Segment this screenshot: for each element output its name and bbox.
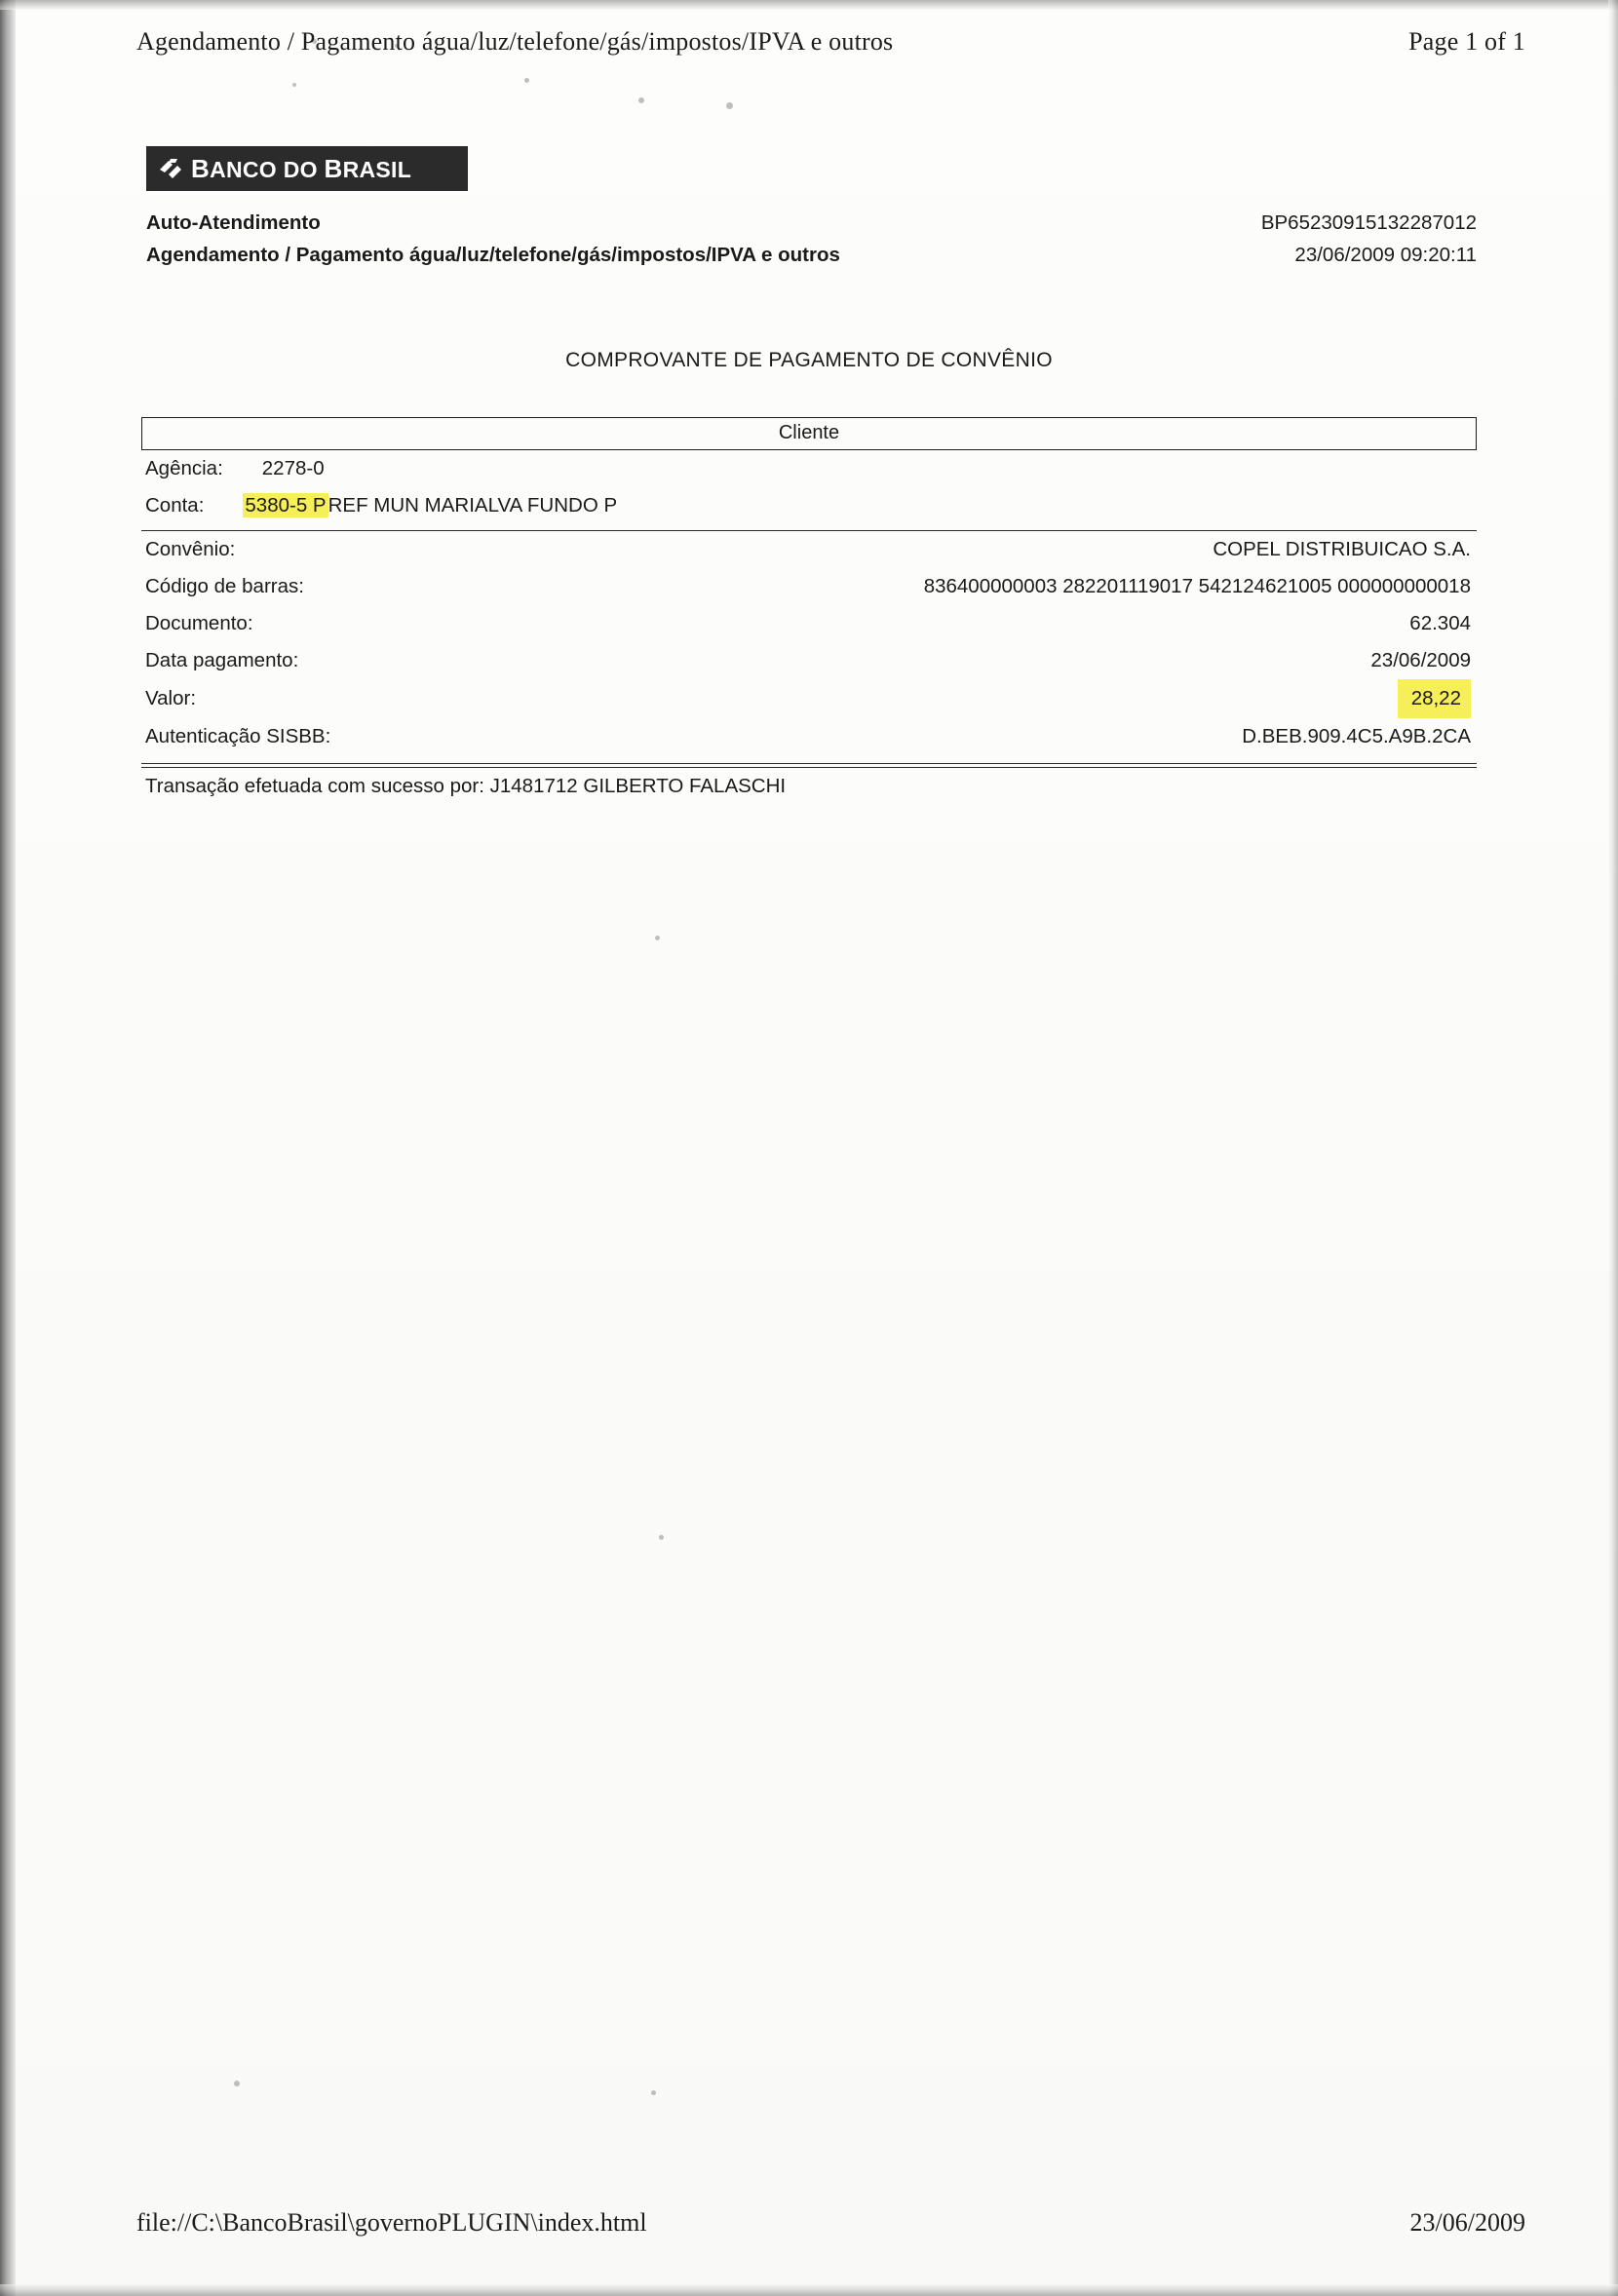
section-header-cliente: Cliente [141,417,1477,450]
bb-logo-letter-b1: B [191,153,211,183]
field-codigo-barras [141,568,1477,605]
transaction-note: Transação efetuada com sucesso por: J1481712 GILBERTO FALASCHI [145,775,787,797]
conta-number-highlight: 5380-5 P [245,494,327,517]
browser-footer-date: 23/06/2009 [1409,2208,1525,2237]
data-pagamento-label: Data pagamento: [145,649,299,671]
page-title: COMPROVANTE DE PAGAMENTO DE CONVÊNIO [565,349,1053,371]
transaction-datetime: 23/06/2009 09:20:11 [1294,244,1477,266]
scan-edge-top [0,0,1618,10]
bb-logo-word-anco-do: ANCO DO [210,156,325,182]
documento-value: 62.304 [1409,612,1471,634]
convenio-label: Convênio: [145,538,236,560]
field-conta [141,487,1477,524]
agencia-value: 2278-0 [261,457,325,479]
agencia-label: Agência: [145,457,223,479]
field-data-pagamento [141,642,1477,679]
bb-logo-text [191,154,411,184]
codigo-barras-value: 836400000003 282201119017 542124621005 000000000018 [923,575,1471,597]
field-convenio [141,531,1477,568]
browser-header-title: Agendamento / Pagamento água/luz/telefone/gás/impostos/IPVA e outros [136,27,894,56]
data-pagamento-value: 23/06/2009 [1370,649,1471,671]
receipt-table [141,417,1477,803]
scan-speck [292,83,296,87]
scan-speck [638,97,644,103]
scan-speck [659,1535,664,1540]
field-documento [141,605,1477,642]
header-row-service [146,207,1477,239]
conta-label: Conta: [145,494,205,517]
bb-logo-word-rasil: RASIL [342,156,412,182]
conta-value [243,487,617,524]
autenticacao-label: Autenticação SISBB: [145,725,331,747]
field-valor [141,679,1477,718]
browser-footer-path: file://C:\BancoBrasil\governoPLUGIN\index.html [136,2208,647,2237]
scan-speck [726,102,733,109]
document-header-block [146,207,1477,271]
header-row-subtitle [146,239,1477,271]
bb-emblem-icon [156,154,185,183]
scan-speck [655,936,660,940]
codigo-barras-label: Código de barras: [145,575,304,597]
scan-edge-left [0,0,16,2296]
scan-speck [524,78,529,83]
service-subtitle: Agendamento / Pagamento água/luz/telefone/gás/impostos/IPVA e outros [146,244,840,266]
protocol-number: BP65230915132287012 [1260,211,1477,234]
autenticacao-value: D.BEB.909.4C5.A9B.2CA [1242,725,1471,747]
valor-value: 28,22 [1398,679,1471,718]
conta-holder-name: REF MUN MARIALVA FUNDO P [327,494,618,517]
scan-speck [651,2090,656,2095]
browser-print-header [136,27,1525,57]
field-autenticacao [141,718,1477,755]
browser-print-footer [136,2208,1525,2238]
banco-do-brasil-logo [146,146,468,191]
service-label: Auto-Atendimento [146,211,321,234]
bb-logo-letter-b2: B [324,153,343,183]
scan-speck [234,2081,240,2086]
valor-label: Valor: [145,687,197,709]
documento-label: Documento: [145,612,253,634]
convenio-value: COPEL DISTRIBUICAO S.A. [1213,538,1471,560]
scan-edge-bottom [0,2284,1618,2296]
browser-page-indicator: Page 1 of 1 [1408,27,1525,56]
scan-edge-right [1608,0,1618,2296]
field-agencia [141,450,1477,487]
